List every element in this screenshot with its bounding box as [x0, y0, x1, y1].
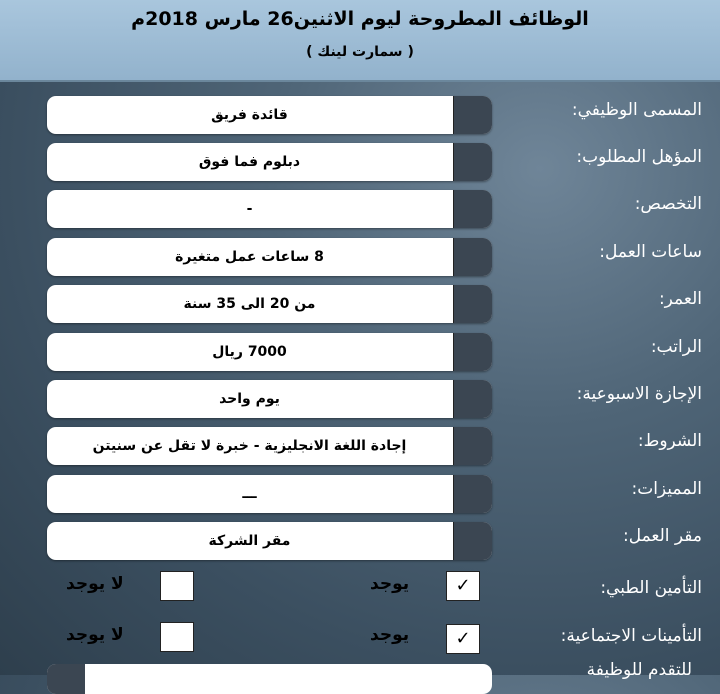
benefits-value: ـــ	[242, 486, 257, 502]
age-value: من 20 الى 35 سنة	[183, 296, 316, 312]
weekly-leave-value: يوم واحد	[219, 391, 280, 407]
age-field	[47, 285, 492, 323]
field-row-job-title	[0, 96, 720, 136]
field-row-age	[0, 285, 720, 325]
medical-insurance-label: التأمين الطبي:	[600, 578, 702, 598]
salary-value: 7000 ريال	[212, 344, 287, 360]
page-header	[0, 0, 720, 82]
apply-label: للتقدم للوظيفة	[586, 660, 692, 680]
qualification-label: المؤهل المطلوب:	[576, 147, 702, 167]
working-hours-value: 8 ساعات عمل متغيرة	[175, 249, 324, 265]
medical-insurance-no-label: لا يوجد	[66, 574, 124, 594]
field-row-benefits	[0, 475, 720, 515]
field-tab	[47, 664, 85, 694]
check-row-medical-insurance	[0, 570, 720, 610]
work-location-field	[47, 522, 492, 560]
social-insurance-no-label: لا يوجد	[66, 625, 124, 645]
field-tab	[453, 96, 492, 134]
medical-insurance-no-checkbox[interactable]	[160, 571, 194, 601]
page-title: الوظائف المطروحة ليوم الاثنين26 مارس 2018م	[131, 8, 589, 30]
social-insurance-yes-checkbox[interactable]: ✓	[446, 624, 480, 654]
job-title-label: المسمى الوظيفي:	[571, 100, 702, 120]
field-row-qualification	[0, 143, 720, 183]
medical-insurance-yes-checkbox[interactable]: ✓	[446, 571, 480, 601]
benefits-field	[47, 475, 492, 513]
conditions-field	[47, 427, 492, 465]
social-insurance-yes-label: يوجد	[370, 625, 410, 645]
weekly-leave-field	[47, 380, 492, 418]
qualification-field	[47, 143, 492, 181]
field-row-specialization	[0, 190, 720, 230]
working-hours-label: ساعات العمل:	[599, 242, 702, 262]
salary-field	[47, 333, 492, 371]
field-tab	[453, 380, 492, 418]
social-insurance-no-checkbox[interactable]	[160, 622, 194, 652]
job-title-value: قائدة فريق	[211, 107, 288, 123]
field-tab	[453, 285, 492, 323]
field-row-weekly-leave	[0, 380, 720, 420]
weekly-leave-label: الإجازة الاسبوعية:	[576, 384, 702, 404]
age-label: العمر:	[658, 289, 702, 309]
medical-insurance-yes-label: يوجد	[370, 574, 410, 594]
work-location-label: مقر العمل:	[622, 526, 702, 546]
field-row-salary	[0, 333, 720, 373]
benefits-label: المميزات:	[631, 479, 702, 499]
working-hours-field	[47, 238, 492, 276]
job-title-field	[47, 96, 492, 134]
qualification-value: دبلوم فما فوق	[198, 154, 301, 170]
field-tab	[453, 333, 492, 371]
field-tab	[453, 238, 492, 276]
work-location-value: مقر الشركة	[208, 533, 291, 549]
field-row-work-location	[0, 522, 720, 562]
specialization-value: -	[246, 201, 253, 217]
conditions-label: الشروط:	[637, 431, 702, 451]
field-tab	[453, 143, 492, 181]
social-insurance-label: التأمينات الاجتماعية:	[560, 626, 702, 646]
field-tab	[453, 522, 492, 560]
company-name: ( سمارت لينك )	[306, 44, 414, 60]
check-row-social-insurance	[0, 621, 720, 661]
field-tab	[453, 190, 492, 228]
salary-label: الراتب:	[650, 337, 702, 357]
field-tab	[453, 475, 492, 513]
field-row-working-hours	[0, 238, 720, 278]
conditions-value: إجادة اللغة الانجليزية - خبرة لا تقل عن سنيتن	[92, 438, 407, 454]
specialization-label: التخصص:	[634, 194, 702, 214]
field-tab	[453, 427, 492, 465]
specialization-field	[47, 190, 492, 228]
apply-field	[47, 664, 492, 694]
field-row-conditions	[0, 427, 720, 467]
